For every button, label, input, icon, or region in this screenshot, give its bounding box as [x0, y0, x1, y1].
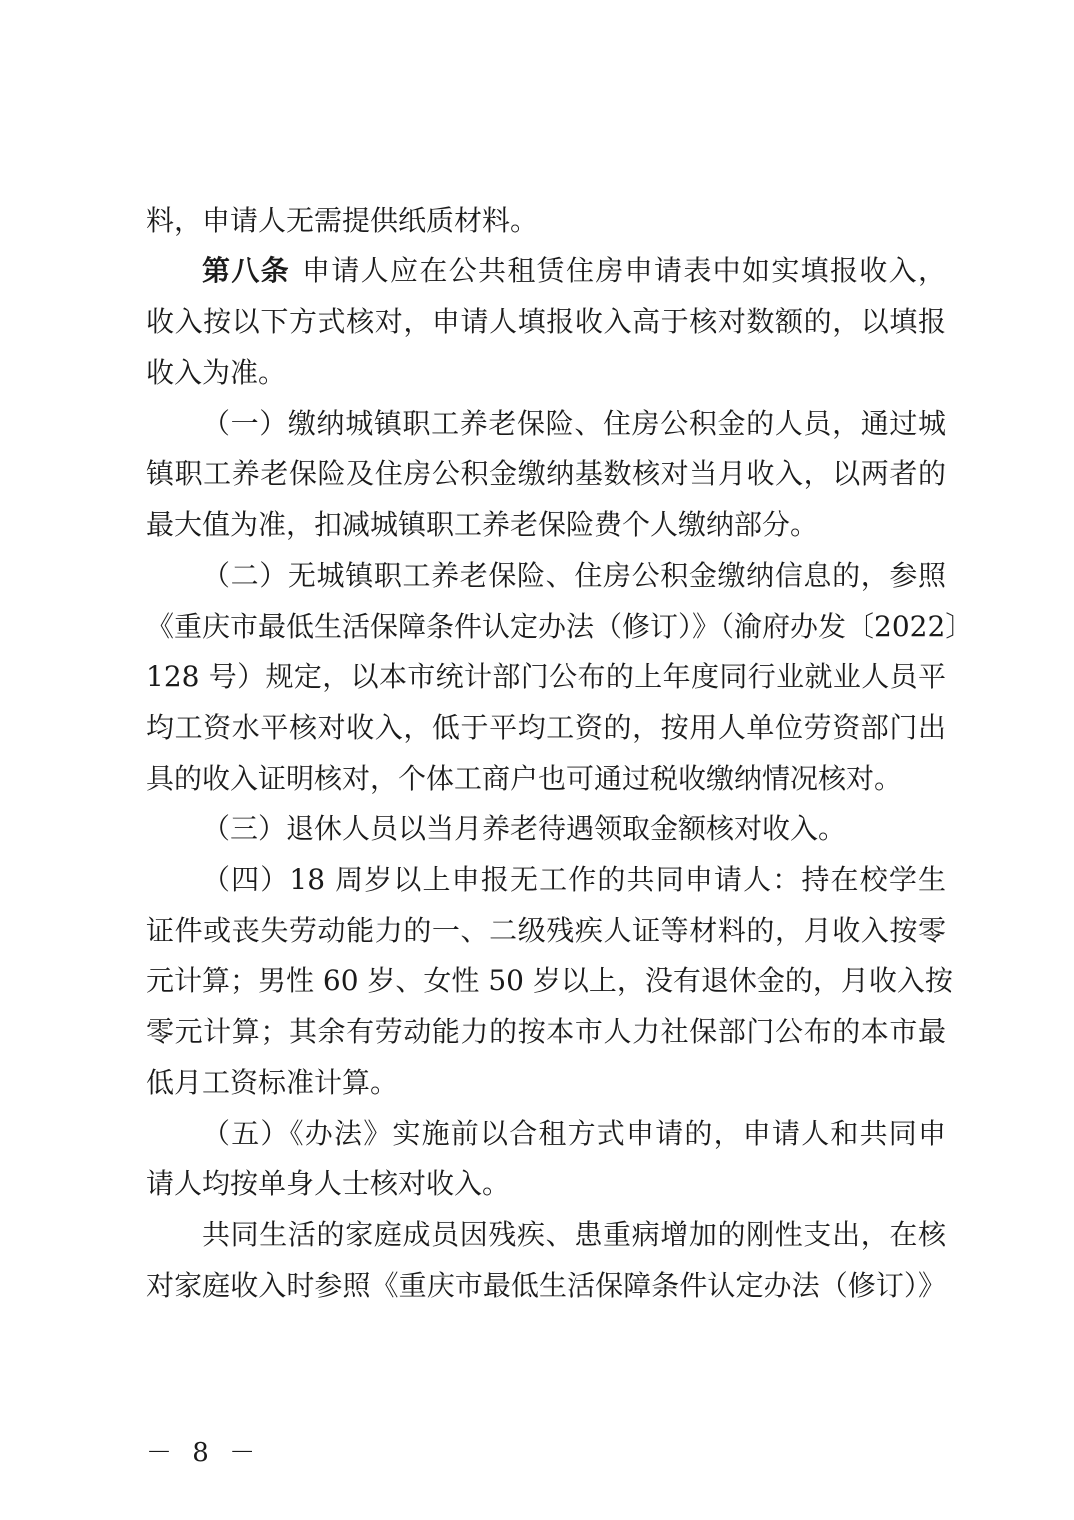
paragraph-line: 最大值为准，扣减城镇职工养老保险费个人缴纳部分。 [146, 508, 819, 541]
paragraph-line: （一）缴纳城镇职工养老保险、住房公积金的人员，通过城 [202, 407, 946, 440]
paragraph-line: 共同生活的家庭成员因残疾、患重病增加的刚性支出，在核 [202, 1218, 946, 1251]
paragraph-line: （二）无城镇职工养老保险、住房公积金缴纳信息的，参照 [202, 559, 946, 592]
paragraph-line: 对家庭收入时参照《重庆市最低生活保障条件认定办法（修订）》 [146, 1269, 946, 1302]
paragraph-line: 元计算；男性 60 岁、女性 50 岁以上，没有退休金的，月收入按 [146, 964, 953, 997]
paragraph-line: 料，申请人无需提供纸质材料。 [146, 204, 539, 237]
paragraph-line: 请人均按单身人士核对收入。 [146, 1167, 511, 1200]
paragraph-line: 镇职工养老保险及住房公积金缴纳基数核对当月收入，以两者的 [146, 457, 946, 490]
paragraph-line: 收入按以下方式核对，申请人填报收入高于核对数额的，以填报 [146, 305, 946, 338]
paragraph-line: （四）18 周岁以上申报无工作的共同申请人：持在校学生 [202, 863, 946, 896]
paragraph-line: 《重庆市最低生活保障条件认定办法（修订）》（渝府办发〔2022〕 [146, 610, 974, 643]
paragraph-line: 均工资水平核对收入，低于平均工资的，按用人单位劳资部门出 [146, 711, 946, 744]
paragraph-line: 收入为准。 [146, 356, 287, 389]
article-heading-line [202, 253, 946, 289]
article-heading: 第八条 [202, 254, 290, 287]
paragraph-line: 具的收入证明核对，个体工商户也可通过税收缴纳情况核对。 [146, 762, 903, 795]
paragraph-text: 申请人应在公共租赁住房申请表中如实填报收入， [302, 254, 946, 287]
paragraph-line: （三）退休人员以当月养老待遇领取金额核对收入。 [202, 812, 847, 845]
paragraph-line: 低月工资标准计算。 [146, 1066, 399, 1099]
paragraph-line: 证件或丧失劳动能力的一、二级残疾人证等材料的，月收入按零 [146, 914, 946, 947]
paragraph-line: 128 号）规定，以本市统计部门公布的上年度同行业就业人员平 [146, 660, 946, 693]
page-number: － 8 － [146, 1438, 262, 1468]
paragraph-line: （五）《办法》实施前以合租方式申请的，申请人和共同申 [202, 1117, 946, 1150]
paragraph-line: 零元计算；其余有劳动能力的按本市人力社保部门公布的本市最 [146, 1015, 946, 1048]
